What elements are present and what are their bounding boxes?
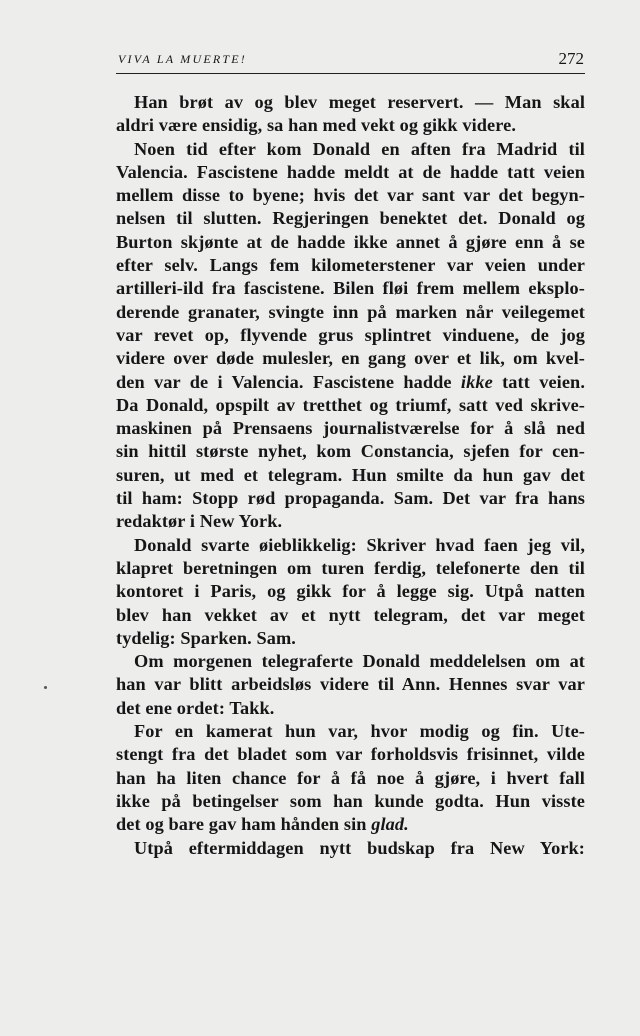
text-line <box>116 440 585 463</box>
text-line <box>116 720 585 743</box>
text-line <box>116 604 585 627</box>
text-line <box>116 417 585 440</box>
text-run: blev han vekket av et nytt telegram, det var meget <box>116 604 585 625</box>
text-run: videre over døde mulesler, en gang over et lik, om kvel- <box>116 348 585 369</box>
text-run: artilleri-ild fra fascistene. Bilen fløi frem mellem eksplo- <box>116 278 585 299</box>
text-run: det og bare gav ham hånden sin <box>116 814 372 835</box>
text-run: Burton skjønte at de hadde ikke annet å gjøre enn å se <box>116 231 585 252</box>
text-line <box>116 91 585 114</box>
text-run: var revet op, flyvende grus splintret vinduene, de jog <box>116 324 585 345</box>
text-run: det ene ordet: Takk. <box>116 697 275 718</box>
text-line <box>116 324 585 347</box>
text-run: aldri være ensidig, sa han med vekt og gikk videre. <box>116 115 517 136</box>
text-line <box>116 510 585 533</box>
text-run: derende granater, svingte inn på marken når veilegemet <box>116 301 585 322</box>
text-line <box>116 207 585 230</box>
text-run: klapret beretningen om turen ferdig, telefonerte den til <box>116 557 585 578</box>
text-line <box>116 277 585 300</box>
text-line <box>116 464 585 487</box>
text-line <box>116 487 585 510</box>
text-line <box>116 394 585 417</box>
text-line <box>116 697 585 720</box>
text-run: nelsen til slutten. Regjeringen benektet det. Donald og <box>116 208 585 229</box>
text-line <box>116 580 585 603</box>
text-line <box>116 347 585 370</box>
body-text <box>116 91 585 860</box>
text-run: ikke på betingelser som han kunde godta. Hun visste <box>116 790 585 811</box>
header-rule <box>116 73 585 74</box>
page-number: 272 <box>558 49 584 68</box>
text-line <box>116 813 585 836</box>
italic-text: ikke <box>460 371 493 392</box>
text-run: efter selv. Langs fem kilometerstener var veien under <box>116 255 585 276</box>
text-run: For en kamerat hun var, hvor modig og fin. Ute- <box>134 721 585 742</box>
text-line <box>116 627 585 650</box>
text-run: han var blitt arbeidsløs videre til Ann. Hennes svar var <box>116 674 585 695</box>
text-run: sin hittil største nyhet, kom Constancia, sjefen for cen- <box>116 441 585 462</box>
text-run: maskinen på Prensaens journalistværelse for å slå ned <box>116 418 585 439</box>
text-run: Da Donald, opspilt av tretthet og triumf, satt ved skrive- <box>116 394 585 415</box>
text-line <box>116 837 585 860</box>
text-line <box>116 557 585 580</box>
text-run: tatt veien. <box>492 371 585 392</box>
text-run: Utpå eftermiddagen nytt budskap fra New York: <box>134 837 585 858</box>
text-run: mellem disse to byene; hvis det var sant var det begyn- <box>116 185 585 206</box>
text-line <box>116 743 585 766</box>
text-run: til ham: Stopp rød propaganda. Sam. Det var fra hans <box>116 488 585 509</box>
text-line <box>116 184 585 207</box>
text-line <box>116 790 585 813</box>
text-run: Noen tid efter kom Donald en aften fra Madrid til <box>134 138 585 159</box>
text-run: den var de i Valencia. Fascistene hadde <box>116 371 461 392</box>
margin-speck <box>44 686 47 689</box>
running-title: VIVA LA MUERTE! <box>118 52 247 66</box>
text-line <box>116 673 585 696</box>
text-line <box>116 650 585 673</box>
text-run: tydelig: Sparken. Sam. <box>116 627 296 648</box>
text-run: han ha liten chance for å få noe å gjøre, i hvert fall <box>116 767 585 788</box>
text-run: kontoret i Paris, og gikk for å legge sig. Utpå natten <box>116 581 585 602</box>
italic-text: glad. <box>371 814 409 835</box>
text-run: Om morgenen telegraferte Donald meddelelsen om at <box>134 651 585 672</box>
text-line <box>116 371 585 394</box>
text-line <box>116 254 585 277</box>
running-head <box>118 49 584 73</box>
text-line <box>116 767 585 790</box>
text-run: Han brøt av og blev meget reservert. — Man skal <box>134 92 585 112</box>
text-line <box>116 161 585 184</box>
text-line <box>116 114 585 137</box>
text-line <box>116 534 585 557</box>
text-run: suren, ut med et telegram. Hun smilte da hun gav det <box>116 464 585 485</box>
text-run: Valencia. Fascistene hadde meldt at de hadde tatt veien <box>116 161 585 182</box>
text-run: redaktør i New York. <box>116 511 283 532</box>
text-line <box>116 138 585 161</box>
text-run: Donald svarte øieblikkelig: Skriver hvad faen jeg vil, <box>134 534 585 555</box>
text-line <box>116 231 585 254</box>
text-line <box>116 301 585 324</box>
text-run: stengt fra det bladet som var forholdsvis frisinnet, vilde <box>116 744 585 765</box>
